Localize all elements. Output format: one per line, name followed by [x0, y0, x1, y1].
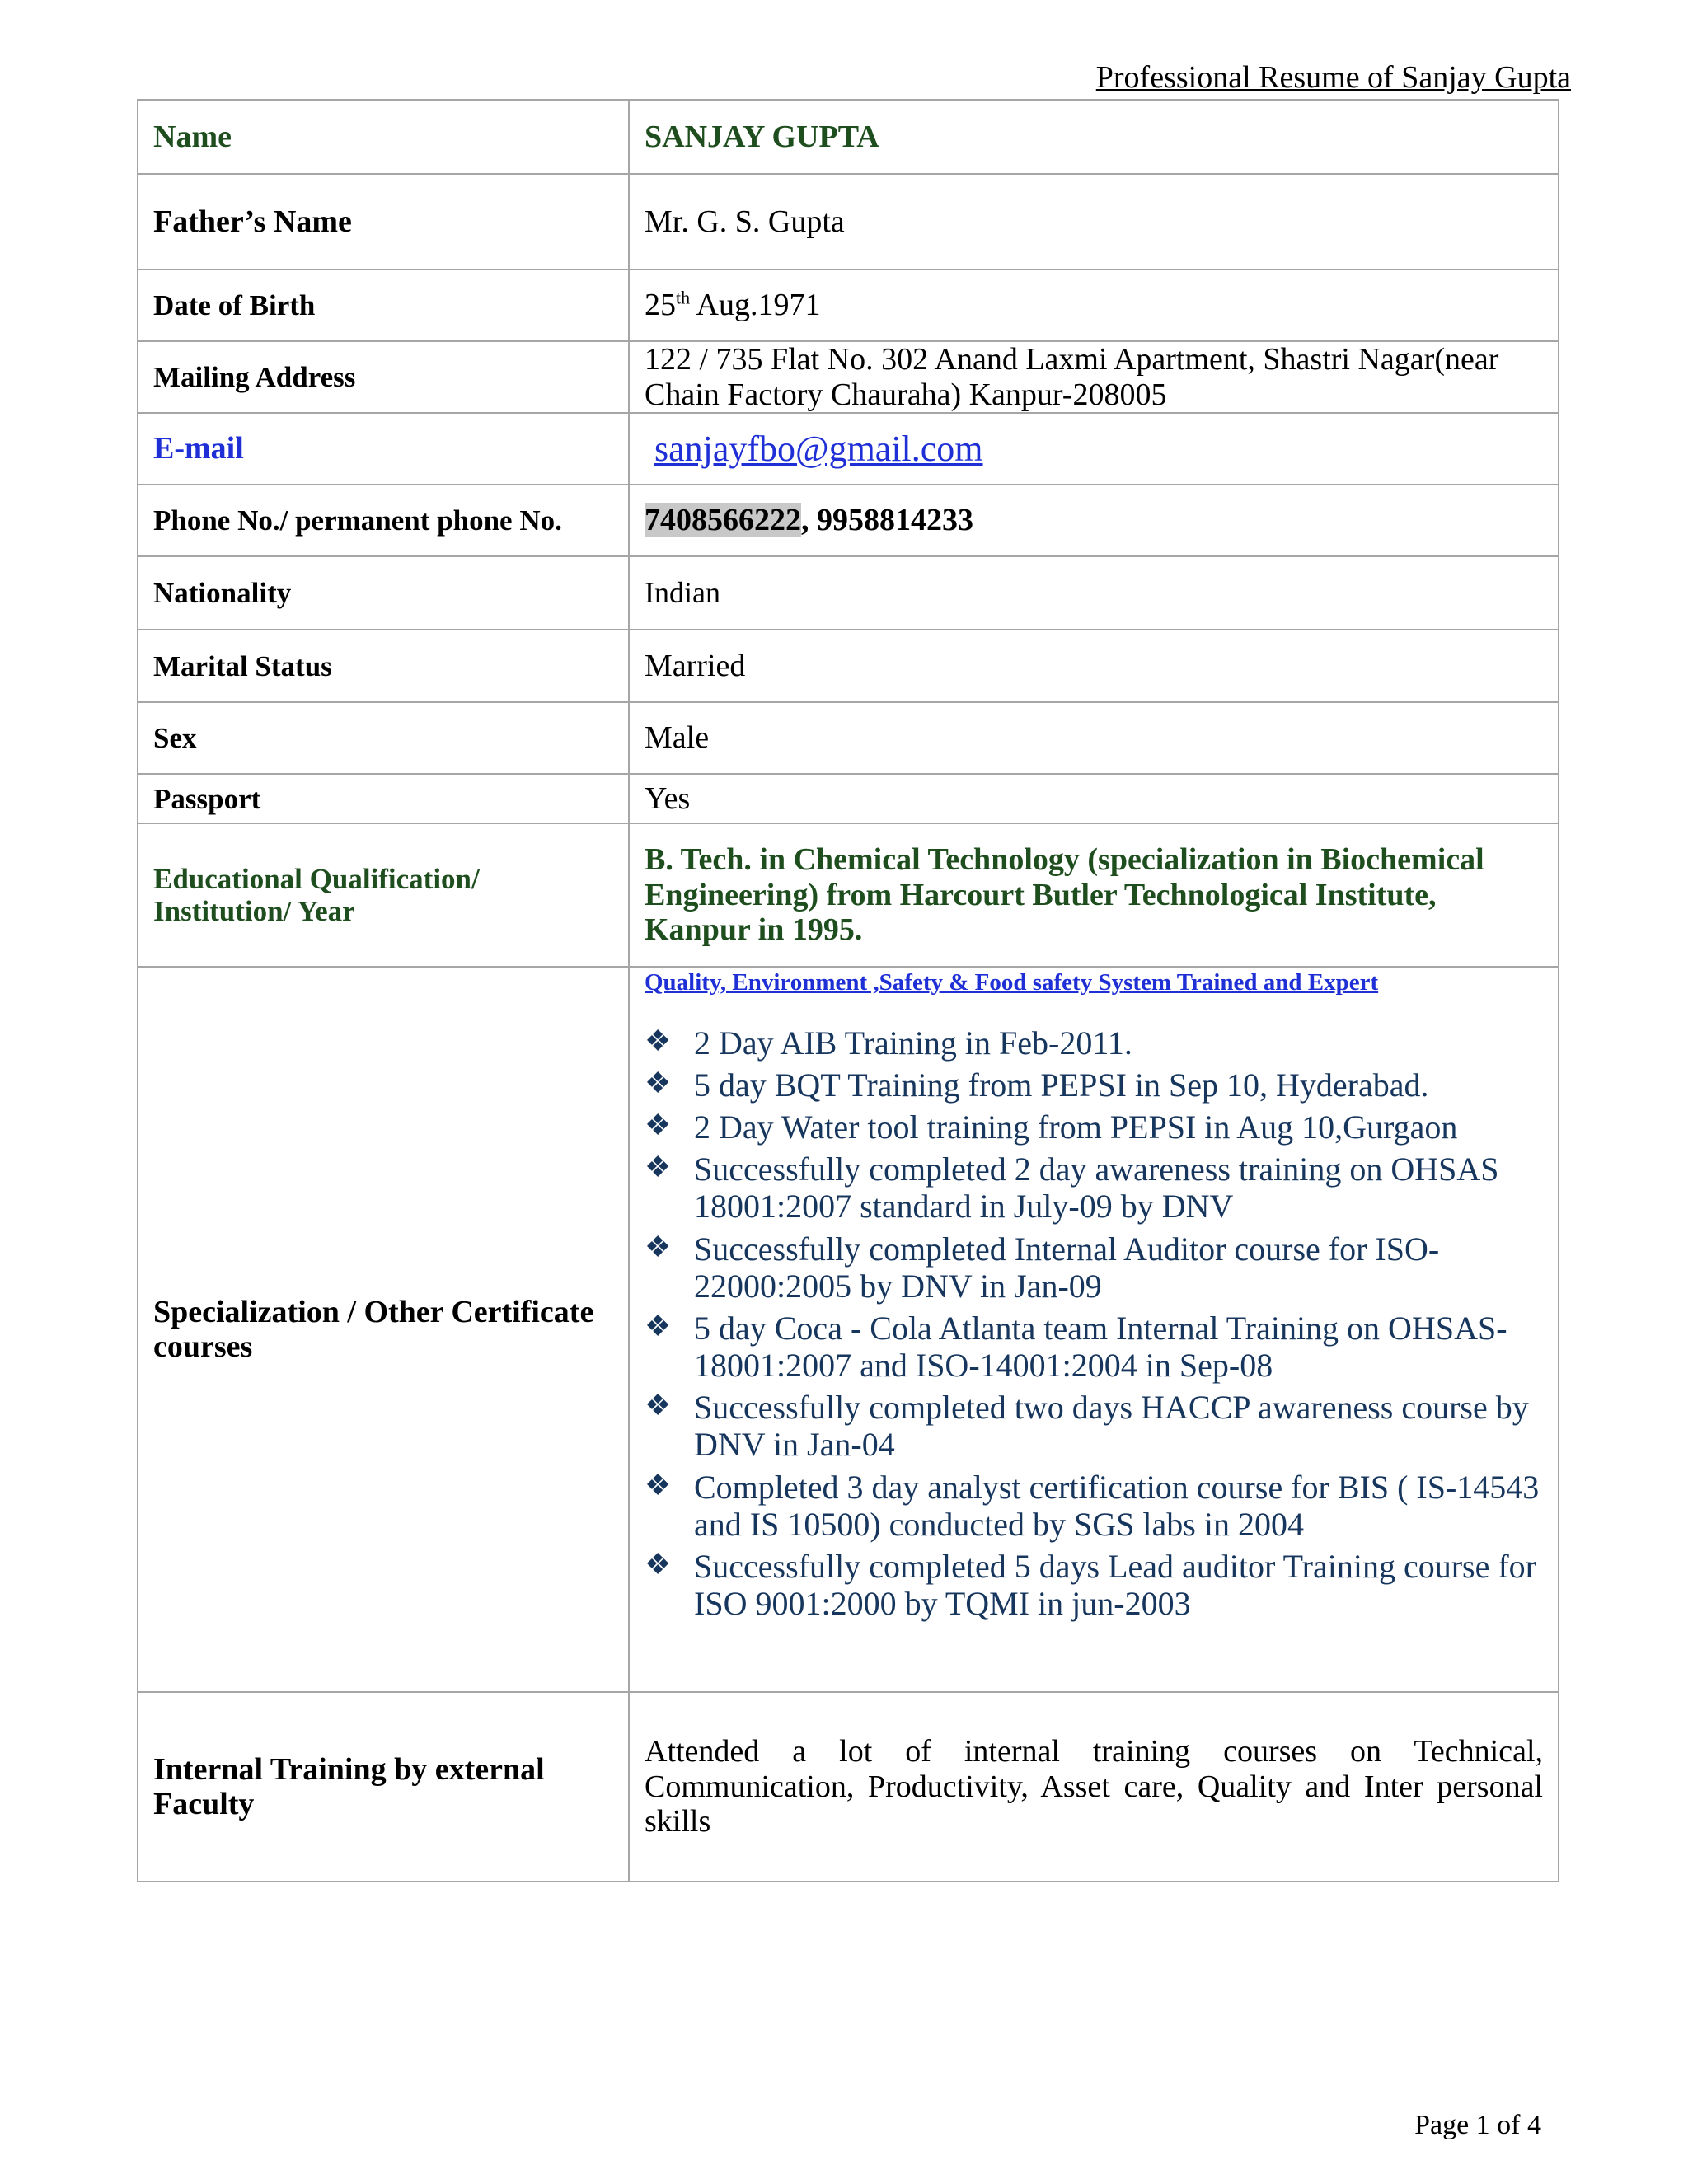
passport-label: Passport — [138, 774, 629, 823]
dob-suffix: th — [676, 287, 691, 308]
father-label: Father’s Name — [138, 174, 629, 269]
email-link[interactable]: sanjayfbo@gmail.com — [654, 428, 983, 469]
resume-table — [137, 99, 1559, 1882]
phone-rest: , 9958814233 — [801, 503, 973, 538]
nationality-value: Indian — [629, 556, 1559, 630]
diamond-bullet-icon: ❖ — [645, 1468, 672, 1502]
list-item — [645, 1151, 1543, 1225]
dob-value — [629, 269, 1559, 341]
list-item — [645, 1108, 1543, 1146]
name-value: SANJAY GUPTA — [629, 100, 1559, 174]
address-value: 122 / 735 Flat No. 302 Anand Laxmi Apartment, Shastri Nagar(near Chain Factory Chauraha) Kanpur-208005 — [629, 341, 1559, 413]
list-item — [645, 1230, 1543, 1305]
diamond-bullet-icon: ❖ — [645, 1548, 672, 1581]
dob-day: 25 — [645, 288, 676, 323]
dob-label: Date of Birth — [138, 269, 629, 341]
course-text: Successfully completed 2 day awareness training on OHSAS 18001:2007 standard in July-09 by DNV — [694, 1151, 1499, 1226]
course-text: 5 day Coca - Cola Atlanta team Internal Training on OHSAS-18001:2007 and ISO-14001:2004 in Sep-08 — [694, 1309, 1507, 1385]
page-header-title: Professional Resume of Sanjay Gupta — [1095, 60, 1571, 95]
training-value: Attended a lot of internal training courses on Technical, Communication, Productivity, Asset care, Quality and Inter personal skills — [629, 1692, 1559, 1882]
diamond-bullet-icon: ❖ — [645, 1151, 672, 1184]
course-text: Successfully completed Internal Auditor course for ISO-22000:2005 by DNV in Jan-09 — [694, 1230, 1440, 1305]
specialization-label: Specialization / Other Certificate courses — [138, 967, 629, 1692]
course-text: 5 day BQT Training from PEPSI in Sep 10, Hyderabad. — [694, 1066, 1429, 1104]
diamond-bullet-icon: ❖ — [645, 1230, 672, 1263]
course-text: 2 Day AIB Training in Feb-2011. — [694, 1024, 1132, 1062]
diamond-bullet-icon: ❖ — [645, 1108, 672, 1141]
row-marital — [138, 630, 1559, 702]
list-item — [645, 1389, 1543, 1463]
name-label: Name — [138, 100, 629, 174]
list-item — [645, 1548, 1543, 1622]
education-label: Educational Qualification/ Institution/ Year — [138, 823, 629, 967]
list-item — [645, 1066, 1543, 1104]
diamond-bullet-icon: ❖ — [645, 1309, 672, 1343]
row-education — [138, 823, 1559, 967]
education-value: B. Tech. in Chemical Technology (specialization in Biochemical Engineering) from Harcourt Butler Technological Institute, Kanpur in 1995. — [629, 823, 1559, 967]
list-item — [645, 1024, 1543, 1062]
sex-label: Sex — [138, 702, 629, 774]
dob-rest: Aug.1971 — [690, 288, 821, 323]
phone-value — [629, 485, 1559, 556]
row-sex — [138, 702, 1559, 774]
email-label: E-mail — [138, 413, 629, 485]
diamond-bullet-icon: ❖ — [645, 1389, 672, 1422]
course-text: Completed 3 day analyst certification course for BIS ( IS-14543 and IS 10500) conducted by SGS labs in 2004 — [694, 1468, 1540, 1543]
address-label: Mailing Address — [138, 341, 629, 413]
phone-primary: 7408566222 — [645, 503, 801, 538]
row-email — [138, 413, 1559, 485]
row-dob — [138, 269, 1559, 341]
specialization-cell — [629, 967, 1559, 1692]
list-item — [645, 1469, 1543, 1543]
course-text: Successfully completed 5 days Lead auditor Training course for ISO 9001:2000 by TQMI in jun-2003 — [694, 1548, 1536, 1623]
training-label: Internal Training by external Faculty — [138, 1692, 629, 1882]
nationality-label: Nationality — [138, 556, 629, 630]
row-father — [138, 174, 1559, 269]
row-passport — [138, 774, 1559, 823]
marital-label: Marital Status — [138, 630, 629, 702]
row-nationality — [138, 556, 1559, 630]
diamond-bullet-icon: ❖ — [645, 1066, 672, 1099]
row-address — [138, 341, 1559, 413]
diamond-bullet-icon: ❖ — [645, 1024, 672, 1057]
page-number: Page 1 of 4 — [1414, 2110, 1541, 2140]
sex-value: Male — [629, 702, 1559, 774]
phone-label: Phone No./ permanent phone No. — [138, 485, 629, 556]
row-name — [138, 100, 1559, 174]
marital-value: Married — [629, 630, 1559, 702]
specialization-heading: Quality, Environment ,Safety & Food safety System Trained and Expert — [645, 969, 1379, 996]
father-value: Mr. G. S. Gupta — [629, 174, 1559, 269]
row-phone — [138, 485, 1559, 556]
course-list — [645, 1024, 1543, 1623]
row-specialization — [138, 967, 1559, 1692]
list-item — [645, 1310, 1543, 1384]
course-text: Successfully completed two days HACCP awareness course by DNV in Jan-04 — [694, 1389, 1529, 1464]
email-cell — [629, 413, 1559, 485]
passport-value: Yes — [629, 774, 1559, 823]
row-training — [138, 1692, 1559, 1882]
course-text: 2 Day Water tool training from PEPSI in Aug 10,Gurgaon — [694, 1108, 1458, 1146]
